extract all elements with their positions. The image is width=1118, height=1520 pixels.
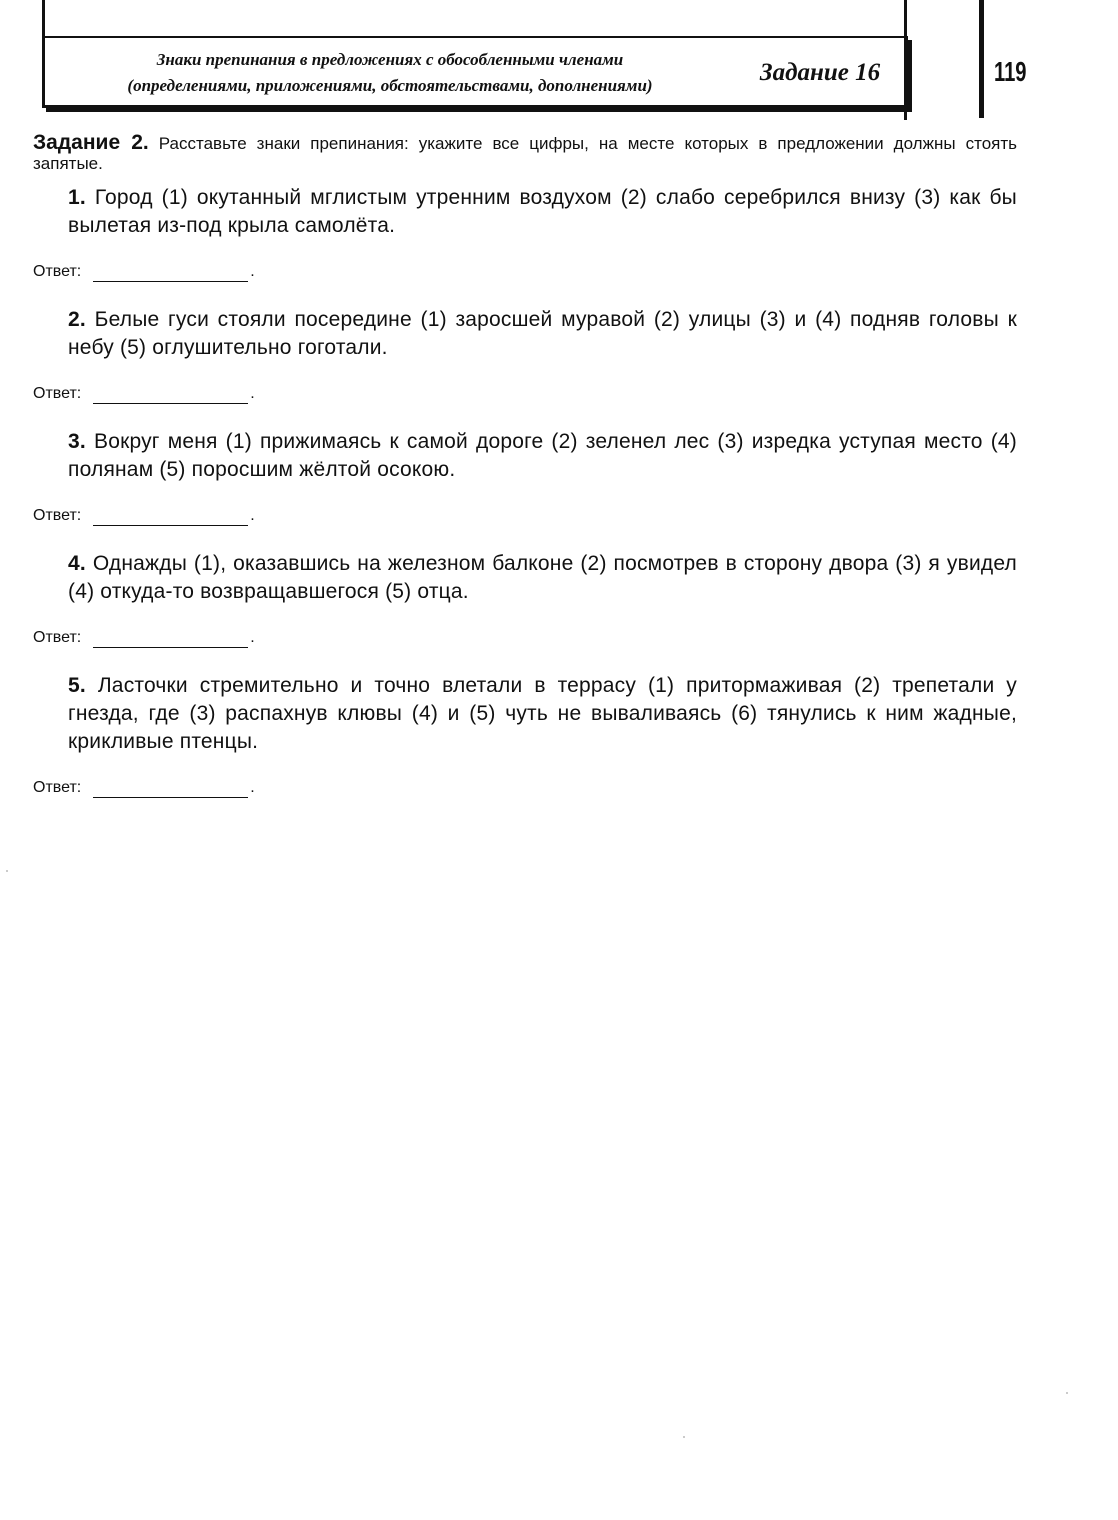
exercise-item-3 [33, 428, 1017, 526]
answer-field[interactable] [93, 631, 248, 648]
answer-row: Ответ: . [33, 779, 255, 796]
answer-row: Ответ: . [33, 507, 255, 524]
page-frame-left-line [42, 0, 45, 38]
exercise-item-1 [33, 184, 1017, 282]
answer-label: Ответ: [33, 385, 82, 402]
answer-field[interactable] [93, 387, 248, 404]
scan-speck [1066, 1392, 1068, 1394]
exercise-sentence [68, 672, 1017, 756]
answer-row: Ответ: . [33, 385, 255, 402]
section-header [42, 36, 908, 108]
exercise-item-4 [33, 550, 1017, 648]
exercise-sentence [68, 184, 1017, 240]
item-text: Вокруг меня (1) прижимаясь к самой дороге (2) зеленел лес (3) изредка уступая место (4) полянам (5) поросшим жёлтой осокою. [68, 430, 1017, 481]
exercise-sentence [68, 306, 1017, 362]
answer-label: Ответ: [33, 629, 82, 646]
task-instruction: Расставьте знаки препинания: укажите все цифры, на месте которых в предложении должны стоять запятые. [33, 134, 1017, 173]
section-task-label: Задание 16 [759, 59, 881, 86]
item-text: Город (1) окутанный мглистым утренним воздухом (2) слабо серебрился внизу (3) как бы вылетая из-под крыла самолёта. [68, 186, 1017, 237]
answer-row: Ответ: . [33, 263, 255, 280]
exercise-item-2 [33, 306, 1017, 404]
section-topic-line-2: (определениями, приложениями, обстоятельствами, дополнениями) [127, 76, 653, 95]
section-topic [55, 47, 725, 99]
page-number: 119 [994, 56, 1027, 87]
answer-row: Ответ: . [33, 629, 255, 646]
page-margin-line [979, 0, 984, 118]
answer-label: Ответ: [33, 779, 82, 796]
section-topic-line-1: Знаки препинания в предложениях с обособленными членами [156, 50, 624, 69]
answer-label: Ответ: [33, 507, 82, 524]
item-number: 4. [68, 552, 86, 575]
answer-field[interactable] [93, 265, 248, 282]
answer-label: Ответ: [33, 263, 82, 280]
scan-speck [6, 870, 8, 872]
task-intro [33, 133, 1017, 174]
exercise-sentence [68, 550, 1017, 606]
exercise-item-5 [33, 672, 1017, 798]
task-title: Задание 2. [33, 131, 149, 154]
item-number: 5. [68, 674, 86, 697]
exercise-sentence [68, 428, 1017, 484]
item-number: 2. [68, 308, 86, 331]
item-number: 3. [68, 430, 86, 453]
exercise [33, 133, 1017, 798]
item-number: 1. [68, 186, 86, 209]
item-text: Ласточки стремительно и точно влетали в террасу (1) притормаживая (2) трепетали у гнезда, где (3) распахнув клювы (4) и (5) чуть не вываливаясь (6) тянулись к ним жадные, крикливые птенцы. [68, 674, 1017, 753]
scan-speck [683, 1436, 685, 1438]
answer-field[interactable] [93, 781, 248, 798]
item-text: Однажды (1), оказавшись на железном балконе (2) посмотрев в сторону двора (3) я увидел (4) откуда-то возвращавшегося (5) отца. [68, 552, 1017, 603]
item-text: Белые гуси стояли посередине (1) заросшей муравой (2) улицы (3) и (4) подняв головы к небу (5) оглушительно гоготали. [68, 308, 1017, 359]
answer-field[interactable] [93, 509, 248, 526]
